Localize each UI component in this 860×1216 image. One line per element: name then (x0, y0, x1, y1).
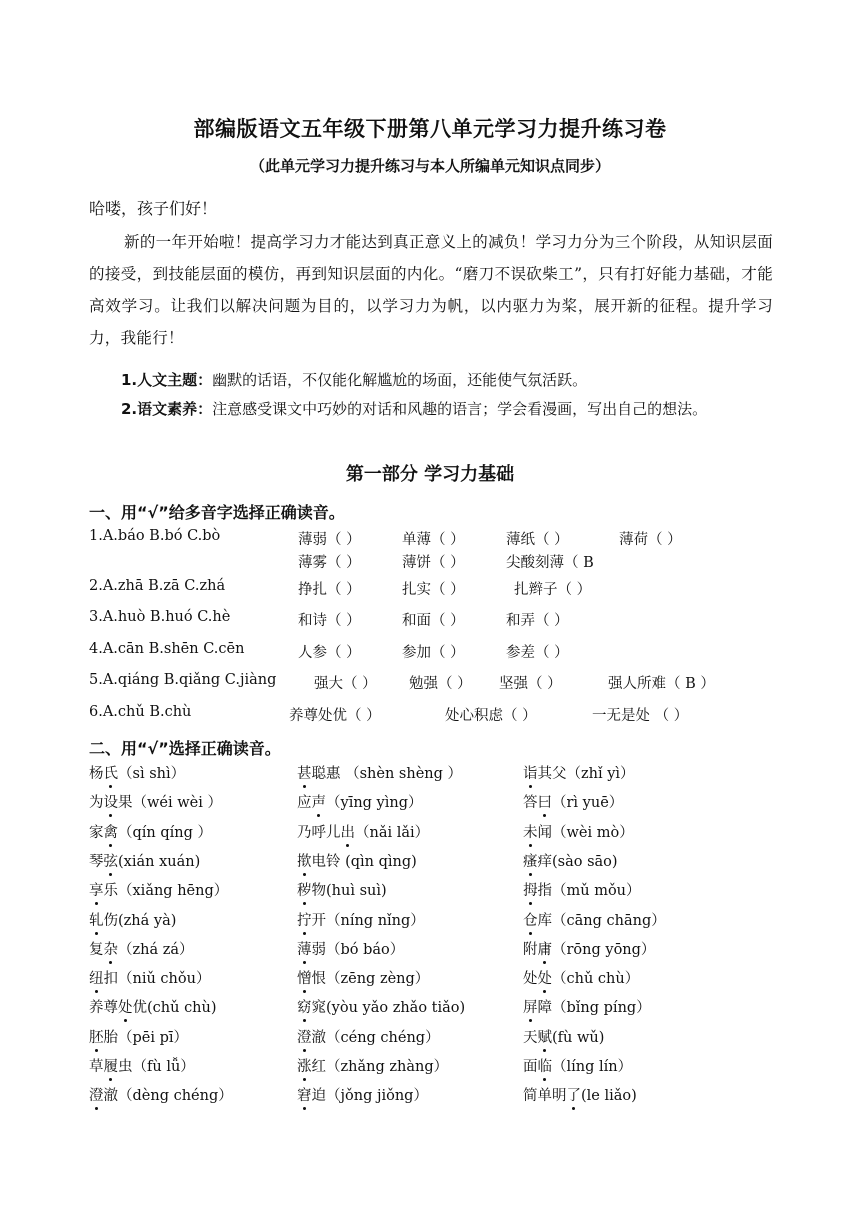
pinyin-item (297, 967, 429, 988)
word-suffix-pinyin: 恨（zēng zèng） (311, 971, 430, 988)
word-suffix-pinyin: 迫（jǒng jiǒng） (311, 1088, 428, 1105)
word-suffix-pinyin: 澈（céng chéng） (311, 1029, 440, 1046)
word-item: 参加（ ） (402, 645, 465, 661)
pinyin-item (297, 909, 425, 930)
dotted-character: 憎 (297, 967, 312, 988)
dotted-character: 轧 (89, 909, 104, 930)
word-item: 薄弱（ ） (298, 532, 361, 548)
word-suffix-pinyin: （qín qíng ） (118, 824, 213, 841)
word-suffix-pinyin: （yīng yìng） (326, 795, 423, 812)
word-suffix-pinyin: 扣（niǔ chǒu） (103, 971, 211, 988)
word-item: 处心积虑（ ） (445, 708, 537, 724)
word-suffix-pinyin: （zhá zá） (118, 941, 194, 958)
dotted-character: 处 (538, 967, 553, 988)
dotted-character: 弦 (104, 850, 119, 871)
dotted-character: 澄 (89, 1084, 104, 1105)
word-prefix: 简单明 (523, 1088, 567, 1105)
word-prefix: 乃呼儿 (297, 824, 341, 841)
word-item: 参差（ ） (506, 645, 569, 661)
pinyin-item (523, 967, 639, 988)
word-item: 勉强（ ） (409, 676, 472, 692)
pinyin-item (297, 1026, 440, 1047)
word-suffix-pinyin: 乐（xiǎng hēng） (103, 883, 229, 900)
dotted-character: 处 (118, 996, 133, 1017)
pinyin-item (89, 996, 217, 1017)
word-suffix-pinyin: 弱（bó báo） (311, 941, 405, 958)
word-suffix-pinyin: （rì yuē） (552, 795, 624, 812)
word-item: 薄雾（ ） (298, 555, 361, 571)
word-suffix-pinyin: 指（mǔ mǒu） (537, 883, 641, 900)
dotted-character: 秽 (297, 879, 312, 900)
pinyin-item (297, 938, 404, 959)
word-suffix-pinyin: 障（bǐng píng） (537, 1000, 651, 1017)
dotted-character: 履 (104, 1055, 119, 1076)
word-suffix-pinyin: (fù wǔ) (552, 1029, 605, 1046)
theme-label: 1.人文主题： (121, 371, 213, 389)
pinyin-item (523, 909, 666, 930)
pinyin-item (297, 821, 429, 842)
word-suffix-pinyin: 其父（zhǐ yì） (537, 766, 635, 782)
pinyin-item (297, 791, 423, 812)
dotted-character: 禽 (104, 821, 119, 842)
word-suffix-pinyin: 胎（pēi pī） (103, 1029, 189, 1046)
dotted-character: 屏 (523, 996, 538, 1017)
pinyin-item (523, 1055, 632, 1076)
word-item: 和弄（ ） (506, 613, 569, 629)
dotted-character: 窈 (297, 996, 312, 1017)
word-item: 尖酸刻薄（ B (506, 555, 594, 571)
pinyin-item (523, 879, 641, 900)
word-suffix-pinyin: 果（wéi wèi ） (118, 795, 222, 812)
pinyin-item (89, 821, 212, 842)
dotted-character: 瘙 (523, 850, 538, 871)
options: 4.A.cān B.shēn C.cēn (89, 641, 245, 657)
word-prefix: 答 (523, 795, 538, 812)
theme-literacy (121, 395, 775, 424)
dotted-character: 杂 (104, 938, 119, 959)
word-item: 养尊处优（ ） (289, 708, 381, 724)
word-prefix: 草 (89, 1059, 104, 1075)
pinyin-item (523, 1084, 637, 1105)
options: 3.A.huò B.huó C.hè (89, 609, 231, 625)
word-item: 扎辫子（ ） (514, 582, 592, 598)
word-suffix-pinyin: 闻（wèi mò） (537, 824, 634, 841)
pinyin-item (89, 1055, 195, 1076)
word-prefix: 天 (523, 1029, 538, 1046)
word-suffix-pinyin: （sì shì） (118, 766, 186, 782)
dotted-character: 澄 (297, 1026, 312, 1047)
dotted-character: 出 (341, 821, 356, 842)
word-suffix-pinyin: 电铃 (qìn qìng) (311, 853, 417, 870)
word-prefix: 复 (89, 941, 104, 958)
word-prefix: 琴 (89, 853, 104, 870)
pinyin-item (297, 850, 417, 871)
greeting: 哈喽，孩子们好！ (89, 199, 218, 218)
pinyin-item (89, 909, 176, 930)
word-suffix-pinyin: （chǔ chù） (552, 971, 640, 988)
part-title: 第一部分 学习力基础 (345, 464, 515, 485)
page-subtitle: （此单元学习力提升练习与本人所编单元知识点同步） (249, 157, 610, 175)
theme-text: 注意感受课文中巧妙的对话和风趣的语言；学会看漫画，写出自己的想法。 (212, 400, 708, 418)
dotted-character: 设 (104, 791, 119, 812)
dotted-character: 声 (312, 791, 327, 812)
word-suffix-pinyin: 窕(yòu yǎo zhǎo tiǎo) (311, 1000, 466, 1017)
options: 2.A.zhā B.zā C.zhá (89, 578, 226, 594)
word-item: 强人所难（ B ） (608, 676, 715, 692)
word-prefix: 养尊 (89, 1000, 118, 1017)
section-2-title: 二、用“√”选择正确读音。 (89, 739, 281, 758)
pinyin-item (297, 1055, 448, 1076)
word-suffix-pinyin: （rōng yōng） (552, 941, 656, 958)
intro-paragraph: 新的一年开始啦！提高学习力才能达到真正意义上的减负！学习力分为三个阶段，从知识层面的接受，到技能层面的模仿，再到知识层面的内化。“磨刀不误砍柴工”，只有打好能力基础，才能高效学习。让我们以解决问题为目的，以学习力为帆，以内驱力为桨，展开新的征程。提升学习力，我能行！ (89, 233, 773, 347)
word-prefix: 家 (89, 824, 104, 841)
dotted-character: 曰 (538, 791, 553, 812)
word-suffix-pinyin: (le liǎo) (581, 1088, 637, 1105)
pinyin-item (523, 996, 651, 1017)
word-suffix-pinyin: 开（níng nǐng） (311, 912, 425, 929)
dotted-character: 赋 (538, 1026, 553, 1047)
word-item: 和面（ ） (402, 613, 465, 629)
pinyin-item (297, 762, 462, 783)
word-prefix: 为 (89, 795, 104, 812)
pinyin-item (523, 938, 655, 959)
dotted-character: 薄 (297, 938, 312, 959)
options: 6.A.chǔ B.chù (89, 704, 192, 720)
word-item: 薄纸（ ） (506, 532, 569, 548)
word-suffix-pinyin: （nǎi lǎi） (355, 824, 430, 841)
word-prefix: 杨 (89, 766, 104, 782)
pinyin-item (297, 1084, 428, 1105)
word-item: 和诗（ ） (298, 613, 361, 629)
pinyin-item (89, 850, 200, 871)
pinyin-item (89, 791, 222, 812)
dotted-character: 甚 (297, 762, 312, 783)
word-item: 扎实（ ） (402, 582, 465, 598)
word-suffix-pinyin: 优(chǔ chù) (132, 1000, 217, 1017)
word-suffix-pinyin: 红（zhǎng zhàng） (311, 1059, 449, 1075)
word-suffix-pinyin: (xián xuán) (118, 853, 201, 870)
word-prefix: 面 (523, 1059, 538, 1075)
pinyin-item (297, 996, 465, 1017)
dotted-character: 拇 (523, 879, 538, 900)
pinyin-item (523, 762, 635, 783)
pinyin-item (523, 791, 623, 812)
word-suffix-pinyin: （líng lín） (552, 1059, 633, 1075)
dotted-character: 拧 (297, 909, 312, 930)
word-item: 坚强（ ） (499, 676, 562, 692)
word-suffix-pinyin: 库（cāng chāng） (537, 912, 666, 929)
options: 5.A.qiáng B.qiǎng C.jiàng (89, 672, 277, 688)
pinyin-item (89, 1084, 233, 1105)
dotted-character: 胚 (89, 1026, 104, 1047)
word-item: 单薄（ ） (402, 532, 465, 548)
dotted-character: 未 (523, 821, 538, 842)
word-prefix: 处 (523, 971, 538, 988)
dotted-character: 纽 (89, 967, 104, 988)
pinyin-item (523, 1026, 604, 1047)
dotted-character: 仓 (523, 909, 538, 930)
pinyin-item (89, 762, 185, 783)
pinyin-item (89, 879, 228, 900)
theme-label: 2.语文素养： (121, 400, 213, 418)
word-item: 薄荷（ ） (619, 532, 682, 548)
dotted-character: 窘 (297, 1084, 312, 1105)
dotted-character: 揿 (297, 850, 312, 871)
word-prefix: 附 (523, 941, 538, 958)
word-item: 挣扎（ ） (298, 582, 361, 598)
dotted-character: 享 (89, 879, 104, 900)
dotted-character: 氏 (104, 762, 119, 783)
word-prefix: 应 (297, 795, 312, 812)
pinyin-item (523, 821, 634, 842)
dotted-character: 诣 (523, 762, 538, 783)
word-item: 一无是处 （ ） (592, 708, 689, 724)
pinyin-item (297, 879, 387, 900)
pinyin-item (89, 938, 194, 959)
word-suffix-pinyin: 痒(sào sāo) (537, 853, 618, 870)
word-item: 人参（ ） (298, 645, 361, 661)
word-suffix-pinyin: 伤(zhá yà) (103, 912, 177, 929)
dotted-character: 涨 (297, 1055, 312, 1076)
word-suffix-pinyin: 物(huì suì) (311, 883, 387, 900)
word-item: 薄饼（ ） (402, 555, 465, 571)
word-suffix-pinyin: 聪惠 （shèn shèng ） (311, 766, 463, 782)
theme-humanities (121, 366, 775, 395)
word-suffix-pinyin: 虫（fù lǚ） (118, 1059, 195, 1075)
pinyin-item (89, 967, 210, 988)
pinyin-item (523, 850, 618, 871)
dotted-character: 庸 (538, 938, 553, 959)
pinyin-item (89, 1026, 188, 1047)
word-item: 强大（ ） (314, 676, 377, 692)
theme-text: 幽默的话语，不仅能化解尴尬的场面，还能使气氛活跃。 (212, 371, 588, 389)
dotted-character: 了 (567, 1084, 582, 1105)
dotted-character: 临 (538, 1055, 553, 1076)
section-1-title: 一、用“√”给多音字选择正确读音。 (89, 503, 345, 522)
word-suffix-pinyin: 澈（dèng chéng） (103, 1088, 233, 1105)
options: 1.A.báo B.bó C.bò (89, 528, 221, 544)
page-title: 部编版语文五年级下册第八单元学习力提升练习卷 (193, 117, 667, 141)
